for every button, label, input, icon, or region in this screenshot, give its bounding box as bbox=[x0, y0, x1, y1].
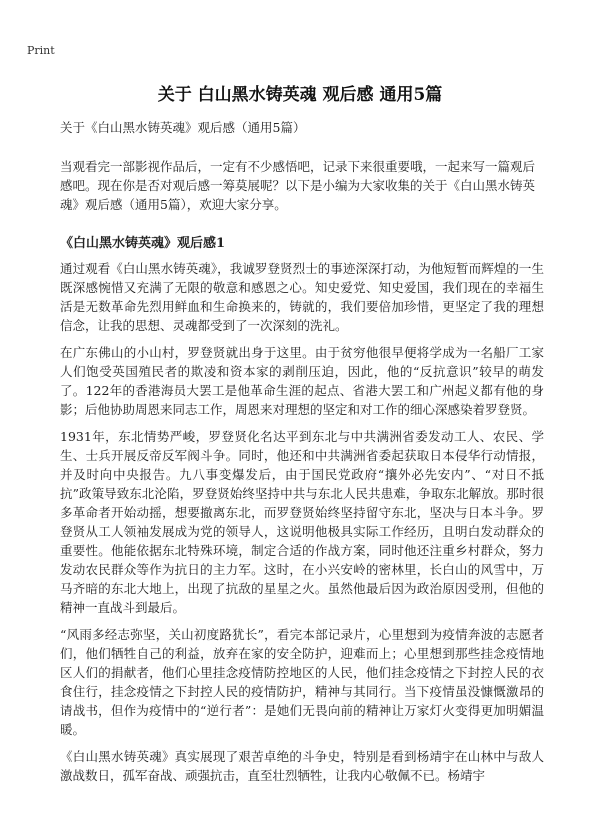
intro-paragraph: 当观看完一部影视作品后，一定有不少感悟吧，记录下来很重要哦，一起来写一篇观后感吧。现在你是否对观后感一筹莫展呢？以下是小编为大家收集的关于《白山黑水铸英魂》观后感（通用5篇），欢迎大家分享。 bbox=[60, 159, 536, 212]
article-body bbox=[60, 118, 544, 793]
page-title: 关于 白山黑水铸英魂 观后感 通用5篇 bbox=[157, 85, 443, 105]
body-paragraph-3: 1931年，东北情势严峻，罗登贤化名达平到东北与中共满洲省委发动工人、农民、学生、士兵开展反帝反军阀斗争。同时，他还和中共满洲省委起获取日本侵华行动情报，并及时向中央报告。九八事变爆发后，由于国民党政府“攘外必先安内”、“对日不抵抗”政策导致东北沦陷，罗登贤始终坚持中共与东北人民共患难，争取东北解放。那时很多革命者开始动摇，想要撤离东北，而罗登贤始终坚持留守东北，坚决与日本斗争。罗登贤从工人领袖发展成为党的领导人，这说明他极具实际工作经历，且明白发动群众的重要性。他能依据东北特殊环境，制定合适的作战方案，同时他还注重乡村群众，努力发动农民群众等作为抗日的主力军。这时，在小兴安岭的密林里，长白山的风雪中，万马齐暗的东北大地上，出现了抗敌的星星之火。虽然他最后因为政治原因受刑，但他的精神一直战斗到最后。 bbox=[60, 429, 544, 615]
body-paragraph-2: 在广东佛山的小山村，罗登贤就出身于这里。由于贫穷他很早便将学成为一名船厂工家人们饱受英国殖民者的欺凌和资本家的剥削压迫，因此，他的“反抗意识”较早的萌发了。122年的香港海员大罢工是他革命生涯的起点、省港大罢工和广州起义都有他的身影；后他协助周恩来同志工作，周恩来对理想的坚定和对工作的细心深感染着罗登贤。 bbox=[60, 345, 544, 417]
body-paragraph-4: “风雨多经志弥坚，关山初度路犹长”，看完本部记录片，心里想到为疫情奔波的志愿者们，他们牺牲自己的利益，放弃在家的安全防护，迎难而上；心里想到那些挂念疫情地区人们的捐献者，他们心里挂念疫情防控地区的人民，他们挂念疫情之下封控人民的衣食住行，挂念疫情之下封控人民的疫情防护，精神与其同行。当下疫情虽没慷慨激昂的请战书，但作为疫情中的“逆行者”：是她们无畏向前的精神让万家灯火变得更加明媚温暖。 bbox=[60, 627, 544, 737]
body-paragraph-1: 通过观看《白山黑水铸英魂》，我诚罗登贤烈士的事迹深深打动，为他短暂而辉煌的一生既深感惋惜又充满了无限的敬意和感恩之心。知史爱党、知史爱国，我们现在的幸福生活是无数革命先烈用鲜血和生命换来的，铸就的，我们要倍加珍惜，更坚定了我的理想信念，让我的思想、灵魂都受到了一次深刻的洗礼。 bbox=[60, 261, 544, 333]
body-paragraph-5: 《白山黑水铸英魂》真实展现了艰苦卓绝的斗争史，特别是看到杨靖宇在山林中与敌人激战数日，孤军奋战、顽强抗击，直至壮烈牺牲，让我内心敬佩不已。杨靖宇 bbox=[60, 749, 544, 783]
article-subtitle: 关于《白山黑水铸英魂》观后感（通用5篇） bbox=[60, 120, 306, 135]
print-link[interactable]: Print bbox=[27, 44, 55, 57]
section-heading: 《白山黑水铸英魂》观后感1 bbox=[60, 236, 226, 251]
